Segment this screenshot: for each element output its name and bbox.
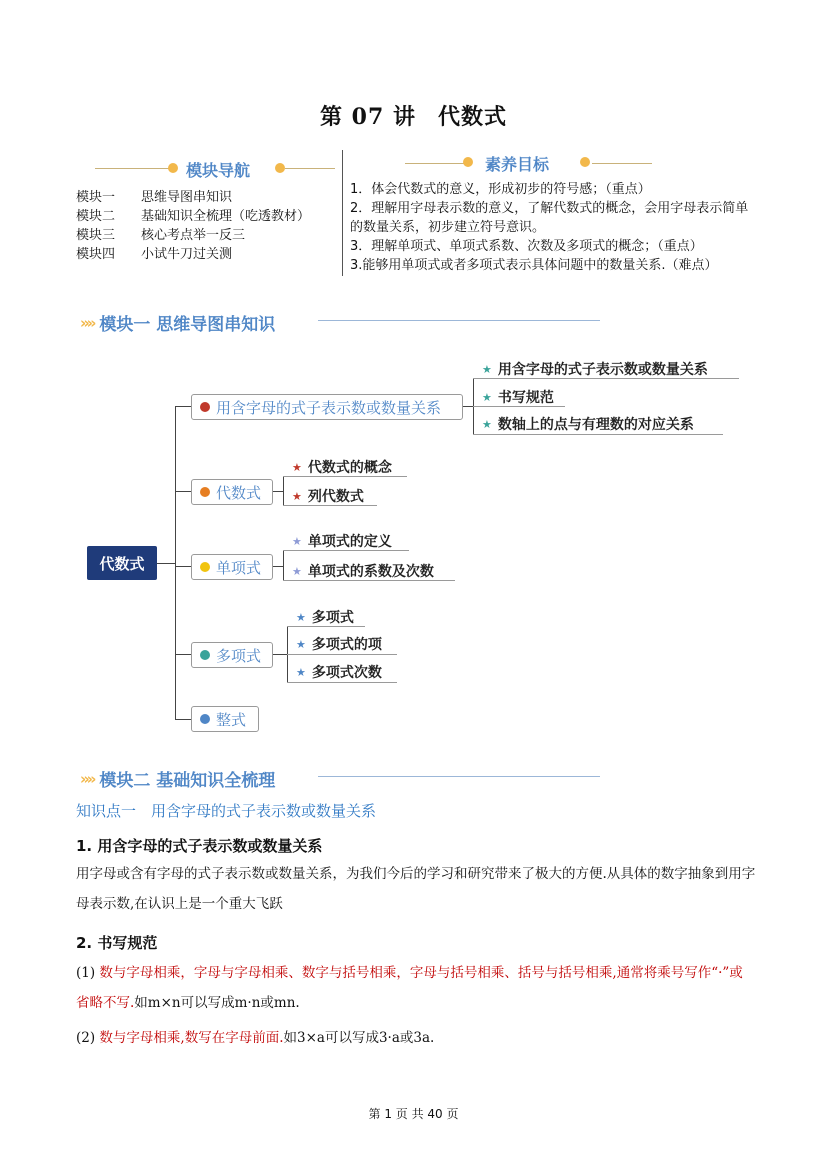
mindmap-branch [191, 394, 463, 420]
mindmap-branch [191, 642, 273, 668]
mindmap-leaf [292, 531, 392, 551]
goals-heading: 素养目标 [485, 155, 550, 174]
star-icon: ★ [482, 417, 492, 431]
module1-heading [80, 310, 275, 335]
leaf-label: 书写规范 [497, 390, 554, 406]
leaf-underline [283, 580, 455, 581]
goals-heading-dot-right [580, 157, 590, 167]
branch-label: 用含字母的式子表示数或数量关系 [216, 398, 442, 417]
leaf-label: 数轴上的点与有理数的对应关系 [497, 417, 694, 433]
mindmap-leaf [296, 607, 354, 627]
mindmap-leaf [292, 457, 392, 477]
leaf-label: 列代数式 [307, 489, 364, 505]
nav-heading-dot-left [168, 163, 178, 173]
nav-item-key: 模块三 [76, 228, 116, 243]
leaf-underline [283, 476, 407, 477]
mindmap-leaf [296, 634, 382, 654]
rule-1-text: 数与字母相乘，字母与字母相乘、数字与括号相乘，字母与括号相乘、括号与括号相乘,通常将乘号写作“·”或省略不写. [76, 965, 743, 1011]
lecture-topic: 代数式 [437, 104, 507, 130]
branch-label: 单项式 [216, 558, 262, 577]
connector [157, 563, 175, 564]
goals-heading-dot-left [463, 157, 473, 167]
rule-1 [76, 958, 756, 1018]
star-icon: ★ [296, 637, 306, 651]
branch-label: 整式 [216, 710, 247, 729]
goals-heading-line-left [405, 163, 465, 164]
rule-1-example: 如m×n可以写成m·n或mn. [134, 995, 300, 1011]
leaf-underline [473, 378, 739, 379]
star-icon: ★ [296, 610, 306, 624]
mindmap-leaf [482, 359, 708, 379]
connector [175, 406, 176, 720]
double-chevron-icon: »» [80, 769, 94, 788]
nav-heading-line-right [285, 168, 335, 169]
leaf-underline [473, 434, 723, 435]
rule-1-number: (1) [76, 965, 100, 981]
star-icon: ★ [482, 390, 492, 404]
mindmap-leaf [292, 561, 434, 581]
connector [273, 491, 283, 492]
rule-2-text: 数与字母相乘,数写在字母前面. [99, 1030, 284, 1046]
knowledge-point-title: 知识点一 用含字母的式子表示数或数量关系 [76, 802, 377, 820]
connector [463, 406, 473, 407]
leaf-label: 代数式的概念 [307, 460, 392, 476]
leaf-label: 多项式 [311, 610, 354, 626]
leaf-label: 多项式次数 [311, 665, 382, 681]
bullet-icon [200, 402, 210, 412]
module2-heading [80, 766, 275, 791]
goal-item: 3．理解单项式、单项式系数、次数及多项式的概念；（重点） [350, 239, 703, 254]
header-divider [342, 150, 343, 276]
module2-heading-text: 模块二 基础知识全梳理 [99, 771, 276, 791]
branch-label: 多项式 [216, 646, 262, 665]
goal-item: 1．体会代数式的意义，形成初步的符号感；（重点） [350, 182, 651, 197]
section-title: 2. 书写规范 [76, 934, 158, 952]
leaf-underline [287, 682, 397, 683]
lecture-number: 第 07 讲 [320, 104, 416, 130]
connector [283, 550, 284, 581]
star-icon: ★ [292, 460, 302, 474]
module1-heading-text: 模块一 思维导图串知识 [99, 315, 276, 335]
rule-2-example: 如3×a可以写成3·a或3a. [283, 1030, 435, 1046]
leaf-label: 单项式的系数及次数 [307, 564, 434, 580]
section-title: 1. 用含字母的式子表示数或数量关系 [76, 837, 323, 855]
star-icon: ★ [292, 564, 302, 578]
nav-item-text: 思维导图串知识 [141, 190, 233, 205]
mindmap-branch [191, 706, 259, 732]
mindmap-leaf [296, 662, 382, 682]
goal-item: 2．理解用字母表示数的意义，了解代数式的概念，会用字母表示简单的数量关系，初步建立符号意识。 [350, 201, 749, 235]
bullet-icon [200, 714, 210, 724]
section-body: 用字母或含有字母的式子表示数或数量关系，为我们今后的学习和研究带来了极大的方便.从具体的数字抽象到用字母表示数,在认识上是一个重大飞跃 [76, 866, 756, 912]
connector [175, 491, 191, 492]
connector [175, 406, 191, 407]
nav-heading: 模块导航 [186, 161, 251, 180]
nav-item-text: 核心考点举一反三 [141, 228, 246, 243]
connector [175, 654, 191, 655]
nav-item-key: 模块四 [76, 247, 116, 262]
connector [273, 566, 283, 567]
nav-item [76, 186, 232, 205]
nav-item-key: 模块二 [76, 209, 116, 224]
nav-heading-line-left [95, 168, 175, 169]
nav-item [76, 243, 232, 262]
nav-item-text: 基础知识全梳理（吃透教材） [141, 209, 311, 224]
goals-heading-line-right [592, 163, 652, 164]
leaf-underline [287, 654, 397, 655]
bullet-icon [200, 650, 210, 660]
connector [175, 566, 191, 567]
mindmap-leaf [292, 486, 364, 506]
nav-heading-dot-right [275, 163, 285, 173]
rule-2-number: (2) [76, 1030, 100, 1046]
branch-label: 代数式 [216, 483, 262, 502]
mindmap-branch [191, 554, 273, 580]
page-footer: 第 1 页 共 40 页 [368, 1107, 459, 1121]
star-icon: ★ [482, 362, 492, 376]
mindmap-leaf [482, 387, 554, 407]
leaf-label: 用含字母的式子表示数或数量关系 [497, 362, 708, 378]
nav-item [76, 224, 245, 243]
double-chevron-icon: »» [80, 313, 94, 332]
star-icon: ★ [292, 489, 302, 503]
mindmap-root: 代数式 [87, 546, 157, 580]
connector [273, 654, 287, 655]
leaf-underline [283, 505, 377, 506]
rule-2 [76, 1023, 756, 1053]
leaf-underline [283, 550, 409, 551]
mindmap-leaf [482, 414, 694, 434]
star-icon: ★ [296, 665, 306, 679]
connector [175, 719, 191, 720]
nav-item [76, 205, 310, 224]
leaf-label: 单项式的定义 [307, 534, 392, 550]
page-title [0, 100, 827, 131]
leaf-label: 多项式的项 [311, 637, 382, 653]
module1-rule [318, 320, 600, 321]
nav-item-text: 小试牛刀过关测 [141, 247, 233, 262]
star-icon: ★ [292, 534, 302, 548]
module2-rule [318, 776, 600, 777]
connector [283, 476, 284, 506]
bullet-icon [200, 487, 210, 497]
goal-item: 3.能够用单项式或者多项式表示具体问题中的数量关系.（难点） [350, 258, 718, 273]
mindmap-branch [191, 479, 273, 505]
nav-item-key: 模块一 [76, 190, 116, 205]
leaf-underline [473, 406, 565, 407]
bullet-icon [200, 562, 210, 572]
leaf-underline [287, 626, 365, 627]
